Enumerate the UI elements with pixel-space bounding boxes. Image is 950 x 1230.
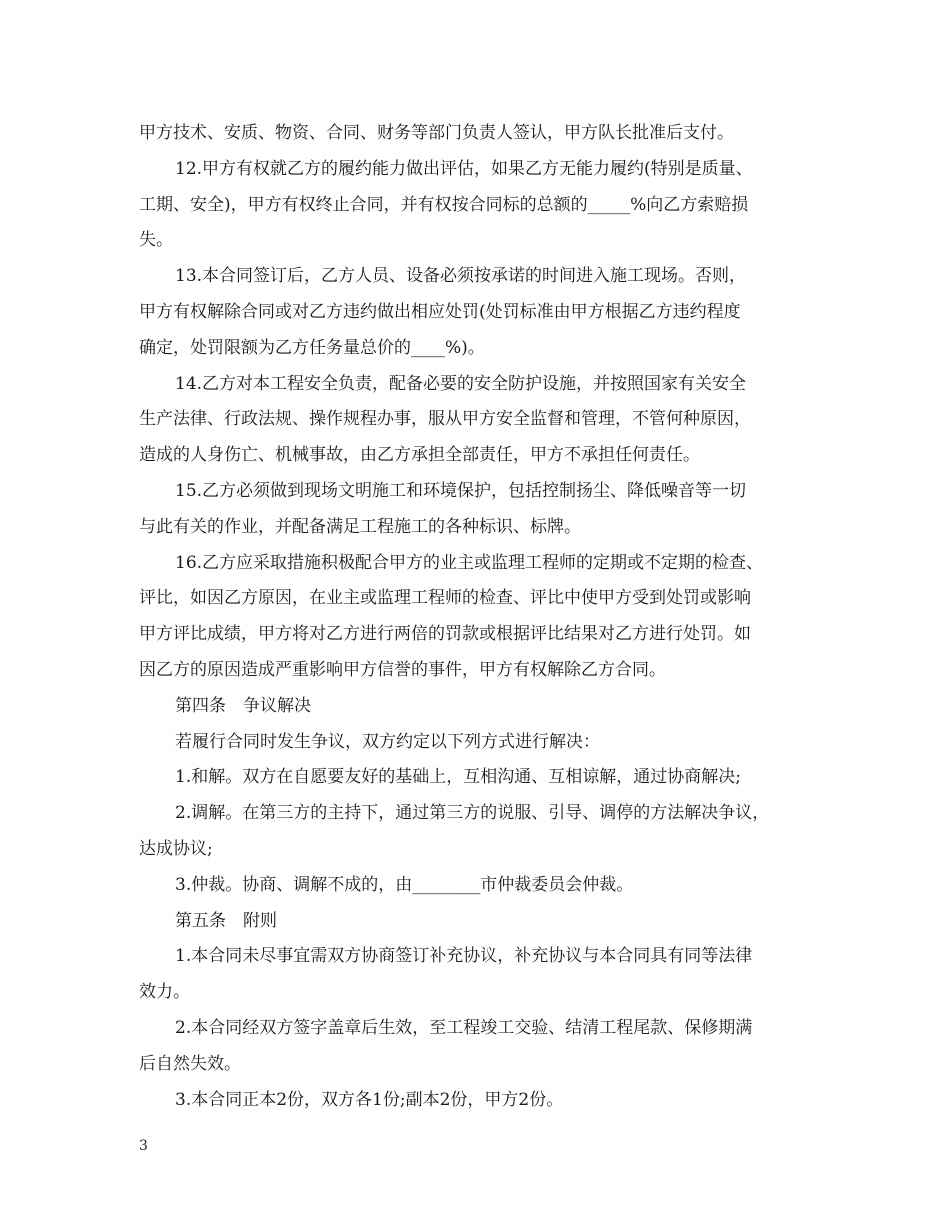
body-line: 甲方评比成绩，甲方将对乙方进行两倍的罚款或根据评比结果对乙方进行处罚。如 <box>139 624 751 645</box>
page-number: 3 <box>139 1138 148 1154</box>
body-line: 3.仲裁。协商、调解不成的，由________市仲裁委员会仲裁。 <box>175 874 634 895</box>
body-line: 若履行合同时发生争议，双方约定以下列方式进行解决： <box>175 731 600 752</box>
body-line: 确定，处罚限额为乙方任务量总价的____%)。 <box>139 337 485 358</box>
body-line: 16.乙方应采取措施积极配合甲方的业主或监理工程师的定期或不定期的检查、 <box>175 552 764 573</box>
body-line: 达成协议; <box>139 838 213 859</box>
body-line: 1.本合同未尽事宜需双方协商签订补充协议，补充协议与本合同具有同等法律 <box>175 946 753 967</box>
body-line: 工期、安全)，甲方有权终止合同，并有权按合同标的总额的_____%向乙方索赔损 <box>139 194 749 215</box>
body-line: 2.本合同经双方签字盖章后生效，至工程竣工交验、结清工程尾款、保修期满 <box>175 1017 753 1038</box>
body-line: 效力。 <box>139 982 190 1003</box>
body-line: 13.本合同签订后，乙方人员、设备必须按承诺的时间进入施工现场。否则， <box>175 266 747 287</box>
body-line: 失。 <box>139 230 173 251</box>
body-line: 3.本合同正本2份，双方各1份;副本2份，甲方2份。 <box>175 1089 564 1110</box>
body-line: 2.调解。在第三方的主持下，通过第三方的说服、引导、调停的方法解决争议， <box>175 803 770 824</box>
body-line: 1.和解。双方在自愿要友好的基础上，互相沟通、互相谅解，通过协商解决; <box>175 767 741 788</box>
section-heading: 第五条 附则 <box>175 910 277 931</box>
body-line: 15.乙方必须做到现场文明施工和环境保护，包括控制扬尘、降低噪音等一切 <box>175 480 747 501</box>
body-line: 造成的人身伤亡、机械事故，由乙方承担全部责任，甲方不承担任何责任。 <box>139 445 700 466</box>
body-line: 生产法律、行政法规、操作规程办事，服从甲方安全监督和管理，不管何种原因， <box>139 409 751 430</box>
body-line: 12.甲方有权就乙方的履约能力做出评估，如果乙方无能力履约(特别是质量、 <box>175 158 753 179</box>
body-line: 甲方技术、安质、物资、合同、财务等部门负责人签认，甲方队长批准后支付。 <box>139 123 734 143</box>
body-line: 与此有关的作业，并配备满足工程施工的各种标识、标牌。 <box>139 516 581 537</box>
body-line: 甲方有权解除合同或对乙方违约做出相应处罚(处罚标准由甲方根据乙方违约程度 <box>139 301 741 322</box>
body-line: 14.乙方对本工程安全负责，配备必要的安全防护设施，并按照国家有关安全 <box>175 373 747 394</box>
section-heading: 第四条 争议解决 <box>175 695 311 716</box>
body-line: 后自然失效。 <box>139 1053 241 1074</box>
body-line: 评比，如因乙方原因，在业主或监理工程师的检查、评比中使甲方受到处罚或影响 <box>139 588 751 609</box>
document-body <box>139 116 823 1118</box>
body-line: 因乙方的原因造成严重影响甲方信誉的事件，甲方有权解除乙方合同。 <box>139 659 666 680</box>
